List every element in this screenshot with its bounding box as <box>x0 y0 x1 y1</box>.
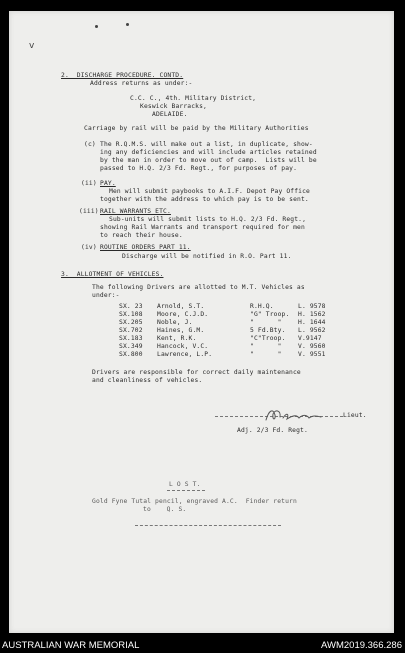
address-line-1: C.C. C., 4th. Military District, <box>130 95 257 102</box>
driver-name: Lawrence, L.P. <box>157 351 213 358</box>
section2-intro: Address returns as under:- <box>90 80 193 87</box>
service-number: SX.702 <box>119 327 143 334</box>
driver-name: Moore, C.J.D. <box>157 311 209 318</box>
service-number: SX.349 <box>119 343 143 350</box>
driver-name: Hancock, V.C. <box>157 343 209 350</box>
lost-notice-line: to Q. S. <box>143 506 187 513</box>
driver-name: Noble, J. <box>157 319 193 326</box>
item-c-label: (c) <box>84 141 96 148</box>
address-line-3: ADELAIDE. <box>152 111 188 118</box>
item-iii-line: Sub-units will submit lists to H.Q. 2/3 Fd. Regt., <box>109 216 307 223</box>
footer-institution: AUSTRALIAN WAR MEMORIAL <box>2 640 140 651</box>
item-ii-heading: PAY. <box>100 180 116 187</box>
unit: "C"Troop. <box>250 335 286 342</box>
unit: " " <box>250 343 282 350</box>
item-ii-label: (ii) <box>81 180 97 187</box>
item-c-line: by the man in order to move out of camp. Lists will be <box>100 157 317 164</box>
lost-heading: L O S T. <box>169 481 201 488</box>
service-number: SX.183 <box>119 335 143 342</box>
corner-mark: ⅴ <box>29 41 35 51</box>
punch-mark <box>95 25 98 28</box>
section2-heading: 2. DISCHARGE PROCEDURE. CONTD. <box>61 72 184 79</box>
item-iii-line: to reach their house. <box>100 232 183 239</box>
drivers-responsibility: Drivers are responsible for correct daily maintenance <box>92 369 301 376</box>
driver-name: Haines, G.M. <box>157 327 205 334</box>
service-number: SX. 23 <box>119 303 143 310</box>
item-ii-line: together with the address to which pay is to be sent. <box>100 196 309 203</box>
drivers-responsibility: and cleanliness of vehicles. <box>92 377 203 384</box>
footer-bar <box>0 638 405 653</box>
item-c-line: passed to H.Q. 2/3 Fd. Regt., for purposes of pay. <box>100 165 298 172</box>
service-number: SX.108 <box>119 311 143 318</box>
unit: " " <box>250 351 282 358</box>
vehicle-number: L. 9562 <box>298 327 326 334</box>
vehicle-number: V. 9560 <box>298 343 326 350</box>
item-iii-label: (iii) <box>79 208 99 215</box>
vehicle-number: V.9147 <box>298 335 322 342</box>
closing-rule <box>135 525 281 526</box>
vehicle-number: H. 1644 <box>298 319 326 326</box>
item-iv-heading: ROUTINE ORDERS PART 11. <box>100 244 191 251</box>
vehicle-number: V. 9551 <box>298 351 326 358</box>
lost-notice-line: Gold Fyne Tutal pencil, engraved A.C. Finder return <box>92 498 297 505</box>
service-number: SX.800 <box>119 351 143 358</box>
unit: 5 Fd.Bty. <box>250 327 286 334</box>
driver-name: Arnold, S.T. <box>157 303 205 310</box>
item-c-line: ing any deficiencies and will include articles retained <box>100 149 317 156</box>
item-iv-line: Discharge will be notified in R.O. Part 11. <box>122 253 292 260</box>
section3-intro: The following Drivers are allotted to M.T. Vehicles as <box>92 284 305 291</box>
item-iii-heading: RAIL WARRANTS ETC. <box>100 208 171 215</box>
driver-name: Kent, R.K. <box>157 335 197 342</box>
signature-title: Lieut. <box>343 412 367 419</box>
item-iv-label: (iv) <box>81 244 97 251</box>
item-c-line: The R.Q.M.S. will make out a list, in duplicate, show- <box>100 141 313 148</box>
footer-accession-number: AWM2019.366.286 <box>321 640 402 651</box>
address-line-2: Keswick Barracks, <box>140 103 207 110</box>
handwritten-signature <box>263 406 327 424</box>
section3-intro: under:- <box>92 292 120 299</box>
section3-heading: 3. ALLOTMENT OF VEHICLES. <box>61 271 164 278</box>
unit: "G" Troop. <box>250 311 290 318</box>
unit: " " <box>250 319 282 326</box>
vehicle-number: H. 1562 <box>298 311 326 318</box>
document-page <box>9 11 394 633</box>
adjutant-title: Adj. 2/3 Fd. Regt. <box>237 427 308 434</box>
punch-mark <box>126 23 129 26</box>
rail-carriage-note: Carriage by rail will be paid by the Military Authorities <box>84 125 309 132</box>
item-iii-line: showing Rail Warrants and transport required for men <box>100 224 305 231</box>
lost-heading-underline <box>167 490 205 491</box>
service-number: SX.205 <box>119 319 143 326</box>
item-ii-line: Men will submit paybooks to A.I.F. Depot Pay Office <box>109 188 310 195</box>
unit: R.H.Q. <box>250 303 274 310</box>
vehicle-number: L. 9578 <box>298 303 326 310</box>
